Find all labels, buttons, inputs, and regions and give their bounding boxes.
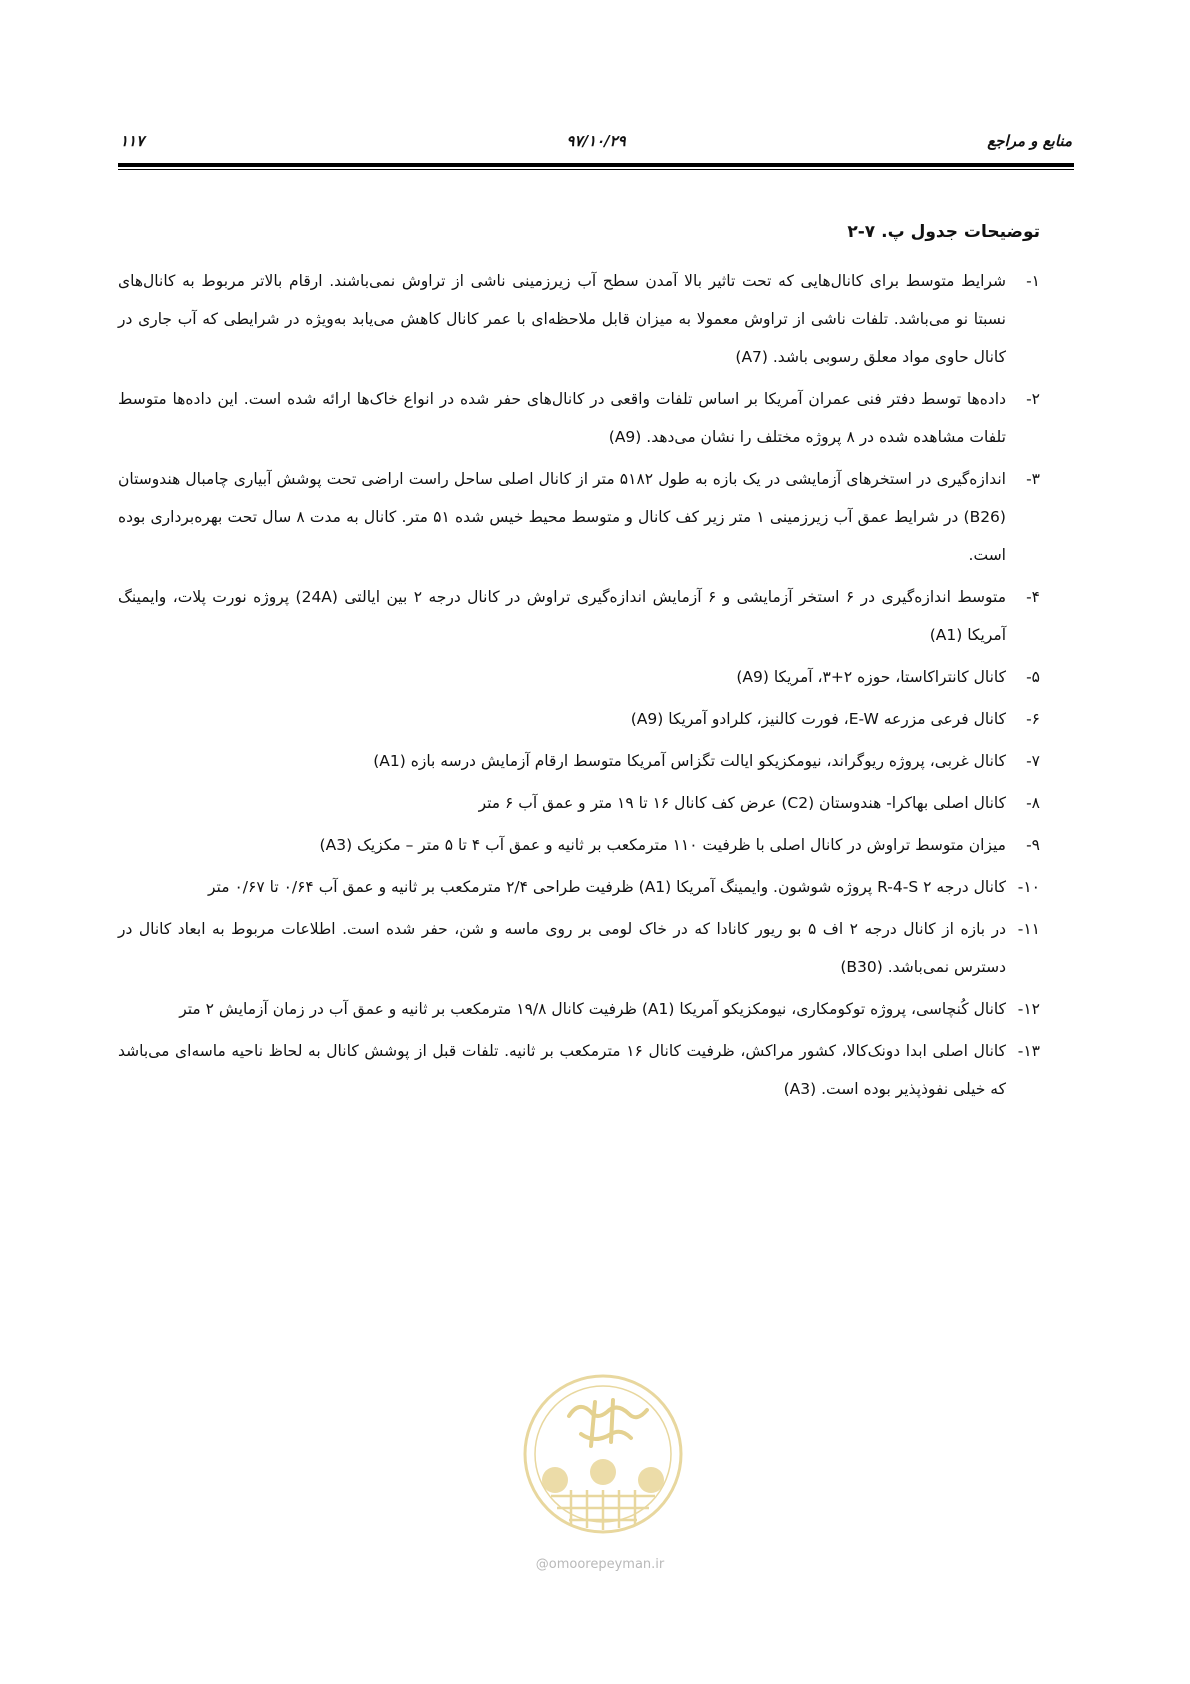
note-text: کانال کانتراکاستا، حوزه ۲+۳، آمریکا (A9) — [736, 668, 1006, 686]
list-item — [118, 578, 1040, 654]
note-text: اندازه‌گیری در استخرهای آزمایشی در یک بازه به طول ۵۱۸۲ متر از کانال اصلی ساحل راست اراضی تحت پوشش آبیاری چامبال هندوستان (B26) در شرایط عمق آب زیرزمینی ۱ متر زیر کف کانال و متوسط محیط خیس شده ۵۱ متر. کانال به مدت ۸ سال تحت بهره‌برداری بوده است. — [118, 470, 1006, 564]
note-text: کانال اصلی ابدا دونک‌کالا، کشور مراکش، ظرفیت کانال ۱۶ مترمکعب بر ثانیه. تلفات قبل از پوشش کانال به لحاظ ناحیه ماسه‌ای می‌باشد که خیلی نفوذپذیر بوده است. (A3) — [118, 1042, 1007, 1098]
note-text: کانال فرعی مزرعه E-W، فورت کالنیز، کلرادو آمریکا (A9) — [630, 710, 1006, 728]
note-number: ۱۲- — [1017, 1000, 1040, 1018]
note-number: ۴- — [1026, 588, 1040, 606]
note-number: ۲- — [1026, 390, 1040, 408]
page-number: ۱۱۷ — [120, 132, 145, 150]
list-item — [118, 262, 1040, 376]
header-section-title: منابع و مراجع — [987, 132, 1072, 150]
list-item — [118, 380, 1040, 456]
note-text: داده‌ها توسط دفتر فنی عمران آمریکا بر اساس تلفات واقعی در کانال‌های حفر شده در انواع خاک‌ها ارائه شده است. این داده‌ها متوسط تلفات مشاهده شده در ۸ پروژه مختلف را نشان می‌دهد. (A9) — [118, 390, 1006, 446]
list-item — [118, 826, 1040, 864]
list-item — [118, 700, 1040, 738]
list-item — [118, 990, 1040, 1028]
note-text: شرایط متوسط برای کانال‌هایی که تحت تاثیر بالا آمدن سطح آب زیرزمینی ناشی از تراوش نمی‌باشند. ارقام بالاتر مربوط به کانال‌های نسبتا نو می‌باشد. تلفات ناشی از تراوش معمولا به میزان قابل ملاحظه‌ای با عمر کانال کاهش می‌یابد به‌ویژه در شرایطی که آب جاری در کانال حاوی مواد معلق رسوبی باشد. (A7) — [118, 272, 1006, 366]
header-date: ۹۷/۱۰/۲۹ — [566, 132, 626, 150]
note-text: در بازه از کانال درجه ۲ اف ۵ بو ریور کانادا که در خاک لومی بر روی ماسه و شن، حفر شده است. اطلاعات مربوط به ابعاد کانال در دسترس نمی‌باشد. (B30) — [118, 920, 1006, 976]
note-number: ۷- — [1026, 752, 1040, 770]
note-number: ۱۰- — [1017, 878, 1040, 896]
header-rule-thin — [118, 169, 1074, 170]
page-header — [120, 130, 1072, 156]
note-number: ۶- — [1026, 710, 1040, 728]
note-text: متوسط اندازه‌گیری در ۶ استخر آزمایشی و ۶ آزمایش اندازه‌گیری تراوش در کانال درجه ۲ بین ایالتی (24A) پروژه نورت پلات، وایمینگ آمریکا (A1) — [118, 588, 1007, 644]
note-text: کانال اصلی بهاکرا- هندوستان (C2) عرض کف کانال ۱۶ تا ۱۹ متر و عمق آب ۶ متر — [478, 794, 1006, 812]
seal-icon — [521, 1372, 685, 1536]
note-number: ۳- — [1026, 470, 1040, 488]
note-text: کانال درجه ۲ R-4-S پروژه شوشون. وایمینگ آمریکا (A1) ظرفیت طراحی ۲/۴ مترمکعب بر ثانیه و عمق آب ۰/۶۴ تا ۰/۶۷ متر — [208, 878, 1006, 896]
list-item — [118, 1032, 1040, 1108]
list-item — [118, 460, 1040, 574]
note-number: ۱۳- — [1017, 1042, 1040, 1060]
note-number: ۱۱- — [1017, 920, 1040, 938]
header-rule-thick — [118, 163, 1074, 167]
note-number: ۸- — [1026, 794, 1040, 812]
list-item — [118, 784, 1040, 822]
note-number: ۵- — [1026, 668, 1040, 686]
note-text: میزان متوسط تراوش در کانال اصلی با ظرفیت ۱۱۰ مترمکعب بر ثانیه و عمق آب ۴ تا ۵ متر – مکزیک (A3) — [319, 836, 1006, 854]
note-number: ۱- — [1026, 272, 1040, 290]
notes-list — [118, 262, 1040, 1112]
section-title: توضیحات جدول پ. ۷-۲ — [847, 222, 1040, 242]
list-item — [118, 742, 1040, 780]
watermark-logo — [521, 1372, 685, 1536]
note-text: کانال غربی، پروژه ریوگراند، نیومکزیکو ایالت تگزاس آمریکا متوسط ارقام آزمایش درسه بازه (A1) — [373, 752, 1006, 770]
list-item — [118, 658, 1040, 696]
list-item — [118, 910, 1040, 986]
watermark-url: @omoorepeyman.ir — [535, 1557, 665, 1572]
note-text: کانال کُنچاسی، پروژه توکومکاری، نیومکزیکو آمریکا (A1) ظرفیت کانال ۱۹/۸ مترمکعب بر ثانیه و عمق آب در زمان آزمایش ۲ متر — [179, 1000, 1006, 1018]
note-number: ۹- — [1026, 836, 1040, 854]
list-item — [118, 868, 1040, 906]
